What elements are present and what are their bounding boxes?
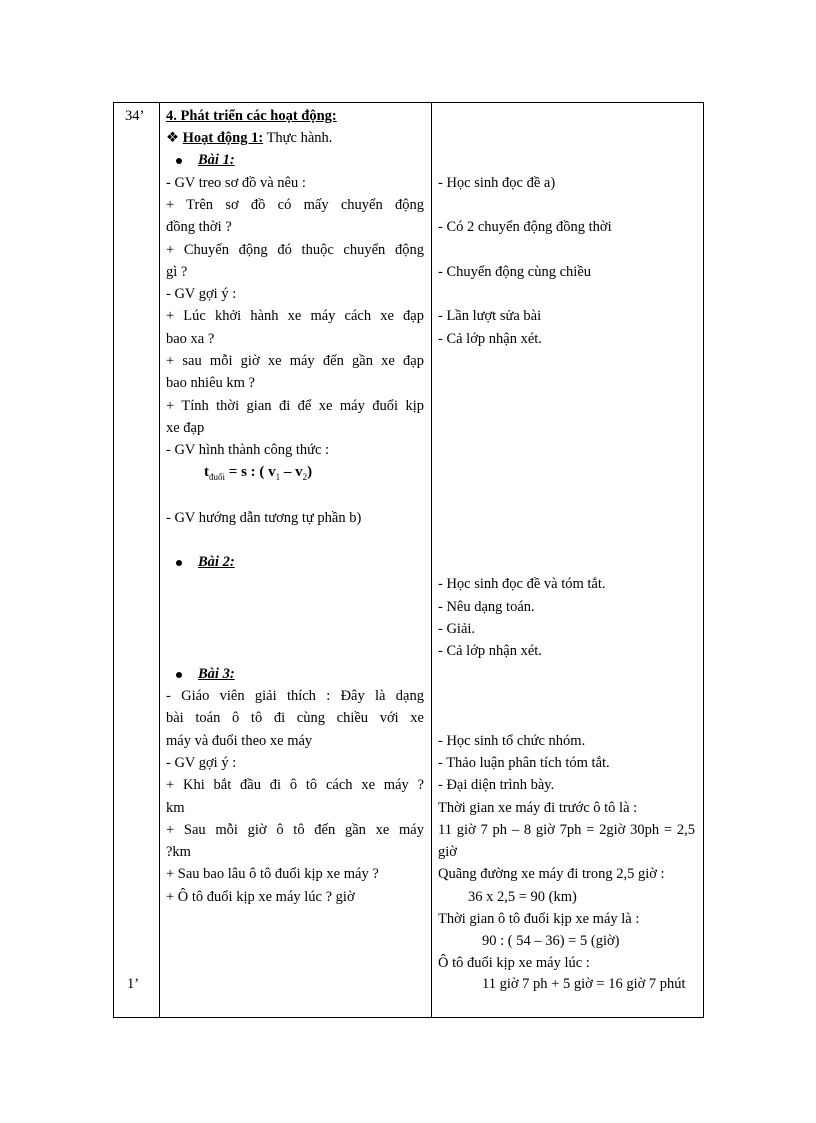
- student-line: 90 : ( 54 – 36) = 5 (giờ): [482, 933, 620, 949]
- column-divider-1: [159, 103, 160, 1017]
- b3-line: - Giáo viên giải thích : Đây là dạng: [166, 688, 424, 704]
- bai2-label: Bài 2:: [198, 554, 235, 570]
- bullet-icon: [176, 158, 182, 164]
- b1-line: + Chuyển động đó thuộc chuyển động: [166, 242, 424, 258]
- b1-line: - GV treo sơ đồ và nêu :: [166, 175, 306, 191]
- b1-line: xe đạp: [166, 420, 205, 436]
- b1-end-line: - GV hướng dẫn tương tự phần b): [166, 510, 362, 526]
- b3-line: bài toán ô tô đi cùng chiều với xe: [166, 710, 424, 726]
- student-line: - Có 2 chuyển động đồng thời: [438, 219, 612, 235]
- b3-line: ?km: [166, 844, 191, 860]
- activity-line: [166, 128, 332, 148]
- diamond-bullet-icon: ❖: [166, 130, 179, 146]
- student-line: - Học sinh đọc đề và tóm tắt.: [438, 576, 606, 592]
- b1-line: + Trên sơ đồ có mấy chuyển động: [166, 197, 424, 213]
- bai3-label: Bài 3:: [198, 666, 235, 682]
- b1-line: gì ?: [166, 264, 188, 280]
- b1-line: - GV hình thành công thức :: [166, 442, 330, 458]
- student-line: - Thảo luận phân tích tóm tắt.: [438, 755, 610, 771]
- b1-line: bao nhiêu km ?: [166, 375, 255, 391]
- b3-line: + Ô tô đuổi kịp xe máy lúc ? giờ: [166, 889, 355, 905]
- student-line: 36 x 2,5 = 90 (km): [468, 889, 577, 905]
- student-line: - Học sinh đọc đề a): [438, 175, 556, 191]
- student-line: - Chuyển động cùng chiều: [438, 264, 592, 280]
- student-line: - Nêu dạng toán.: [438, 599, 535, 615]
- b1-line: - GV gợi ý :: [166, 286, 237, 302]
- b1-line: bao xa ?: [166, 331, 215, 347]
- student-line: - Giải.: [438, 621, 476, 637]
- student-line: - Học sinh tổ chức nhóm.: [438, 733, 586, 749]
- student-line: Thời gian xe máy đi trước ô tô là :: [438, 800, 638, 816]
- b3-line: - GV gợi ý :: [166, 755, 237, 771]
- student-line: Thời gian ô tô đuổi kịp xe máy là :: [438, 911, 640, 927]
- bullet-icon: [176, 672, 182, 678]
- b3-line: + Sau mỗi giờ ô tô đến gần xe máy: [166, 822, 424, 838]
- b1-line: đồng thời ?: [166, 219, 232, 235]
- student-line: - Cả lớp nhận xét.: [438, 643, 542, 659]
- student-line: - Cả lớp nhận xét.: [438, 331, 542, 347]
- student-line: Ô tô đuổi kịp xe máy lúc :: [438, 955, 590, 971]
- student-line: Quãng đường xe máy đi trong 2,5 giờ :: [438, 866, 665, 882]
- b1-line: + sau mỗi giờ xe máy đến gần xe đạp: [166, 353, 424, 369]
- lesson-table: [113, 102, 704, 1018]
- formula: $t_{đuổi} = s$ : ( $v_1 - v_2$): [204, 464, 313, 482]
- section-heading: 4. Phát triển các hoạt động:: [166, 108, 337, 124]
- bai1-label: Bài 1:: [198, 152, 235, 168]
- b3-line: + Sau bao lâu ô tô đuổi kịp xe máy ?: [166, 866, 379, 882]
- b1-line: + Lúc khởi hành xe máy cách xe đạp: [166, 308, 424, 324]
- b1-line: + Tính thời gian đi để xe máy đuổi kịp: [166, 398, 424, 414]
- student-line: 11 giờ 7 ph – 8 giờ 7ph = 2giờ 30ph = 2,5: [438, 822, 695, 838]
- student-line: giờ: [438, 844, 457, 860]
- student-line: - Lần lượt sửa bài: [438, 308, 542, 324]
- activity-label: Hoạt động 1:: [182, 130, 264, 146]
- student-line: - Đại diện trình bày.: [438, 777, 555, 793]
- time-34: 34’: [125, 108, 145, 124]
- time-1: 1’: [127, 976, 140, 992]
- student-line: 11 giờ 7 ph + 5 giờ = 16 giờ 7 phút: [482, 976, 686, 992]
- activity-text: Thực hành.: [263, 130, 333, 146]
- b3-line: km: [166, 800, 185, 816]
- b3-line: máy và đuổi theo xe máy: [166, 733, 313, 749]
- bullet-icon: [176, 560, 182, 566]
- column-divider-2: [431, 103, 432, 1017]
- b3-line: + Khi bắt đầu đi ô tô cách xe máy ?: [166, 777, 424, 793]
